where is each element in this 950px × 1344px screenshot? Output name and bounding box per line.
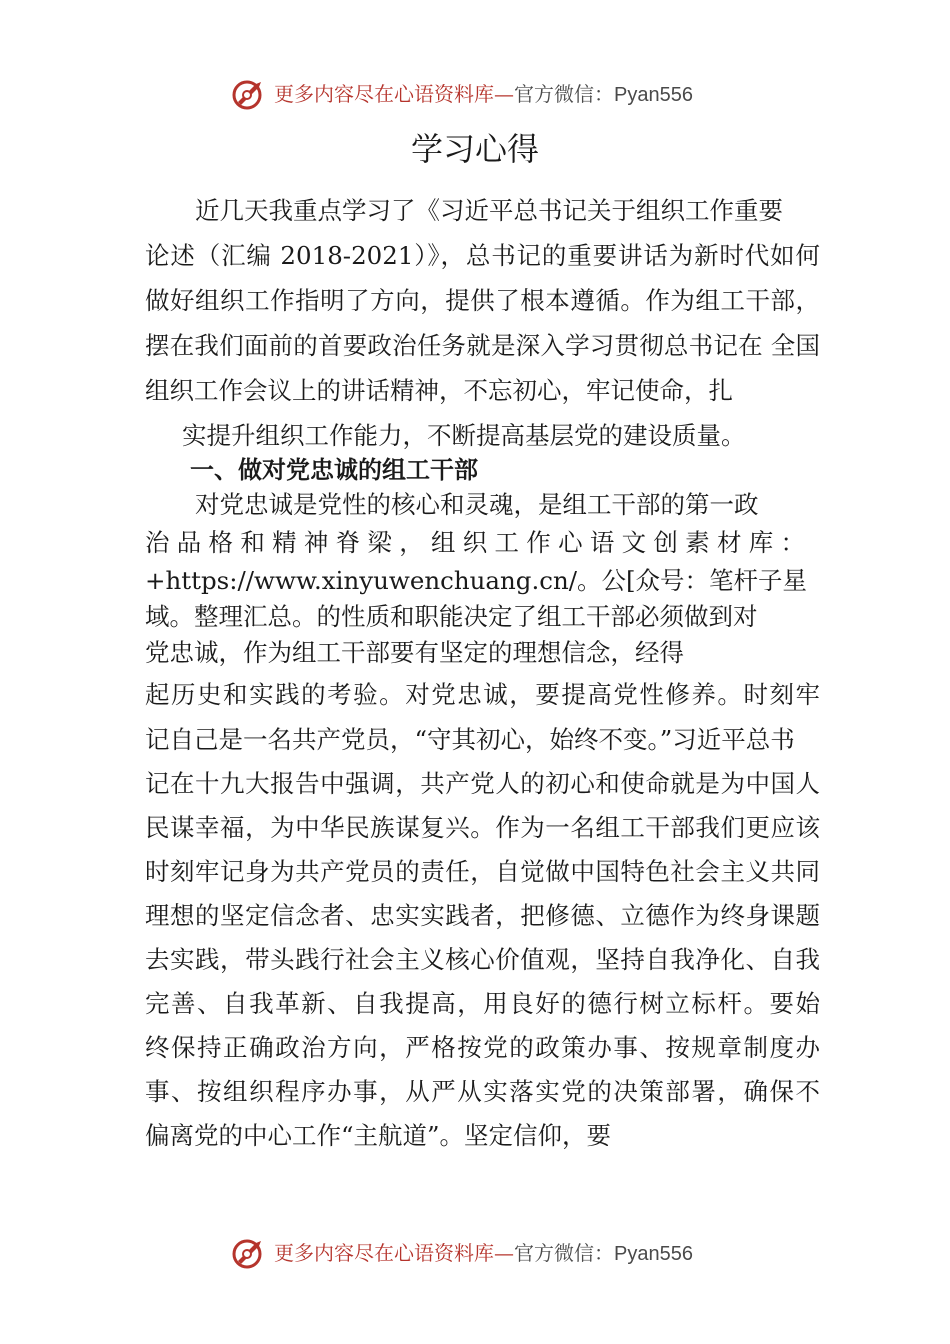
- banner-text: [274, 1241, 693, 1266]
- banner-separator: —: [494, 1241, 514, 1265]
- body-line: 偏离党的中心工作“主航道”。坚定信仰，要: [145, 1121, 612, 1150]
- body-line: 终保持正确政治方向，严格按党的政策办事、按规章制度办: [145, 1033, 820, 1062]
- intro-line: 论述（汇编 2018-2021）》，总书记的重要讲话为新时代如何: [145, 241, 820, 270]
- intro-line: 组织工作会议上的讲话精神，不忘初心，牢记使命，扎: [145, 376, 733, 405]
- banner-text: [274, 82, 693, 107]
- banner-wechat-handle: Pyan556: [614, 84, 693, 106]
- brand-logo-icon: [230, 76, 268, 112]
- banner-wechat-handle: Pyan556: [614, 1243, 693, 1265]
- body-line: 民谋幸福，为中华民族谋复兴。作为一名组工干部我们更应该: [145, 813, 820, 842]
- page-title: 学习心得: [410, 130, 539, 168]
- banner-main-text: 更多内容尽在心语资料库: [274, 82, 494, 106]
- body-line: 记自己是一名共产党员，“守其初心，始终不变。”习近平总书: [145, 725, 795, 754]
- body-line: 去实践，带头践行社会主义核心价值观，坚持自我净化、自我: [145, 945, 820, 974]
- body-line: 记在十九大报告中强调，共产党人的初心和使命就是为中国人: [145, 769, 820, 798]
- body-line: 治品格和精神脊梁，组织工作心语文创素材库：: [145, 528, 805, 557]
- intro-line: 近几天我重点学习了《习近平总书记关于组织工作重要: [195, 196, 783, 225]
- banner-main-text: 更多内容尽在心语资料库: [274, 1241, 494, 1265]
- body-line: 党忠诚，作为组工干部要有坚定的理想信念，经得: [145, 638, 684, 667]
- footer-banner: [0, 1233, 950, 1273]
- banner-separator: —: [494, 82, 514, 106]
- body-line: 完善、自我革新、自我提高，用良好的德行树立标杆。要始: [145, 989, 820, 1018]
- intro-line: 摆在我们面前的首要政治任务就是深入学习贯彻总书记在 全国: [145, 331, 820, 360]
- body-line: 理想的坚定信念者、忠实实践者，把修德、立德作为终身课题: [145, 901, 820, 930]
- intro-line: 做好组织工作指明了方向，提供了根本遵循。作为组工干部，: [145, 286, 820, 315]
- brand-logo-icon: [230, 1235, 268, 1271]
- body-line: 起历史和实践的考验。对党忠诚，要提高党性修养。时刻牢: [145, 680, 820, 709]
- banner-wechat-label: 官方微信：: [514, 82, 614, 106]
- body-line: 对党忠诚是党性的核心和灵魂，是组工干部的第一政: [195, 490, 759, 519]
- body-line: 事、按组织程序办事，从严从实落实党的决策部署，确保不: [145, 1077, 820, 1106]
- section-heading: 一、做对党忠诚的组工干部: [190, 456, 478, 484]
- body-line: +https://www.xinyuwenchuang.cn/。公[众号：笔杆子星: [145, 566, 808, 595]
- banner-wechat-label: 官方微信：: [514, 1241, 614, 1265]
- header-banner: [0, 74, 950, 114]
- body-line: 域。整理汇总。的性质和职能决定了组工干部必须做到对: [145, 602, 758, 631]
- intro-line: 实提升组织工作能力，不断提高基层党的建设质量。: [182, 421, 746, 450]
- body-line: 时刻牢记身为共产党员的责任，自觉做中国特色社会主义共同: [145, 857, 820, 886]
